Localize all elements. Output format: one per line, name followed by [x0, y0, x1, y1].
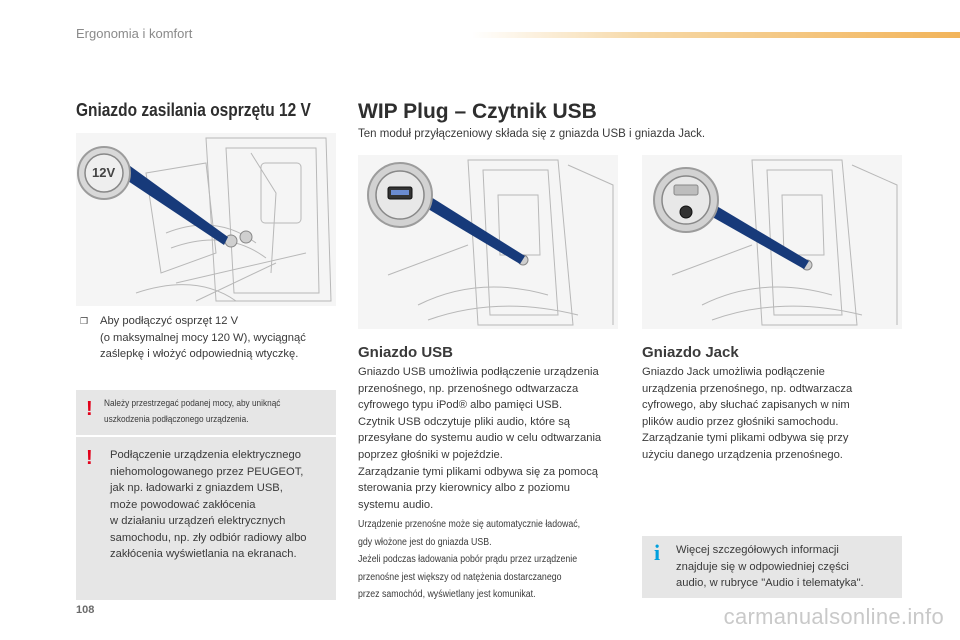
usb-description: [358, 364, 601, 513]
note-line: Urządzenie przenośne może się automatycznie ładować,: [358, 519, 581, 530]
bullet-square-icon: ❒: [80, 316, 89, 326]
note-line: gdy włożone jest do gniazda USB.: [358, 536, 492, 548]
warning-box-power: [76, 390, 336, 435]
warning-line: może powodować zakłócenia: [110, 498, 256, 511]
bullet-line: (o maksymalnej mocy 120 W), wyciągnąć: [100, 331, 306, 344]
header-title: Ergonomia i komfort: [76, 26, 193, 41]
warning-icon: !: [86, 447, 93, 469]
warning-text-nonhomologated: [110, 447, 307, 563]
warning-icon: !: [86, 398, 93, 420]
usb-line: systemu audio.: [358, 498, 434, 511]
info-line: Więcej szczegółowych informacji: [676, 544, 839, 556]
info-text: [676, 542, 864, 592]
warning-line: Podłączenie urządzenia elektrycznego: [110, 449, 301, 461]
usb-line: sterowania przy kierownicy albo z poziomu: [358, 482, 571, 495]
jack-line: użyciu danego urządzenia przenośnego.: [642, 448, 843, 461]
info-line: audio, w rubryce "Audio i telematyka".: [676, 577, 864, 589]
subtitle-usb: Gniazdo USB: [358, 344, 454, 361]
illustration-jack-socket: [642, 155, 902, 329]
wip-plug-intro: Ten moduł przyłączeniowy składa się z gniazda USB i gniazda Jack.: [358, 128, 706, 140]
usb-line: Gniazdo USB umożliwia podłączenie urządzenia: [358, 366, 599, 378]
warning-box-nonhomologated: [76, 437, 336, 600]
info-box-audio: [642, 536, 902, 598]
header-accent-rule: [472, 32, 960, 38]
usb-line: przesyłane do systemu audio w celu odtwarzania: [358, 432, 602, 445]
usb-line: Czytnik USB odczytuje pliki audio, które są: [358, 415, 571, 428]
usb-line: poprzez głośniki w pojeździe.: [358, 448, 503, 461]
illustration-usb-socket: [358, 155, 618, 329]
info-icon: i: [654, 540, 661, 565]
car-console-drawing: [76, 133, 336, 306]
jack-line: Zarządzanie tymi plikami odbywa się przy: [642, 432, 849, 445]
note-line: Jeżeli podczas ładowania pobór prądu przez urządzenie: [358, 554, 578, 565]
warning-line: Należy przestrzegać podanej mocy, aby uniknąć: [104, 398, 281, 409]
usb-line: przenośnego, np. przenośnego odtwarzacza: [358, 382, 579, 395]
note-line: przez samochód, wyświetlany jest komunikat.: [358, 589, 536, 600]
jack-line: Gniazdo Jack umożliwia podłączenie: [642, 366, 825, 378]
warning-line: samochodu, np. zły odbiór radiowy albo: [110, 531, 307, 544]
watermark: carmanualsonline.info: [723, 604, 944, 629]
warning-line: niehomologowanego przez PEUGEOT,: [110, 465, 304, 478]
page-number: 108: [76, 604, 95, 616]
warning-line: w działaniu urządzeń elektrycznych: [110, 515, 286, 527]
section-title-12v: Gniazdo zasilania osprzętu 12 V: [76, 100, 311, 120]
warning-line: uszkodzenia podłączonego urządzenia.: [104, 414, 249, 425]
bullet-12v-instructions: [80, 313, 306, 363]
jack-line: urządzenia przenośnego, np. odtwarzacza: [642, 382, 853, 395]
section-title-wip-plug: WIP Plug – Czytnik USB: [358, 100, 597, 123]
jack-line: plików audio przez głośniki samochodu.: [642, 415, 839, 428]
warning-line: zakłócenia wyświetlania na ekranach.: [110, 548, 297, 560]
usb-console-drawing: [358, 155, 618, 329]
jack-description: [642, 364, 852, 464]
bullet-line: Aby podłączyć osprzęt 12 V: [100, 315, 239, 327]
jack-line: cyfrowego, aby słuchać zapisanych w nim: [642, 399, 850, 412]
warning-line: jak np. ładowarki z gniazdem USB,: [110, 482, 283, 494]
bullet-line: zaślepkę i włożyć odpowiednią wtyczkę.: [100, 348, 299, 360]
subtitle-jack: Gniazdo Jack: [642, 344, 739, 361]
usb-charging-note: [358, 516, 580, 604]
info-line: znajduje się w odpowiedniej części: [676, 560, 849, 573]
socket-12v-label: 12V: [92, 165, 116, 180]
warning-text-power: [104, 396, 280, 428]
jack-console-drawing: [642, 155, 902, 329]
usb-line: Zarządzanie tymi plikami odbywa się za pomocą: [358, 465, 599, 478]
illustration-12v-socket: [76, 133, 336, 306]
usb-line: cyfrowego typu iPod® albo pamięci USB.: [358, 399, 563, 412]
note-line: przenośne jest większy od natężenia dostarczanego: [358, 571, 562, 583]
